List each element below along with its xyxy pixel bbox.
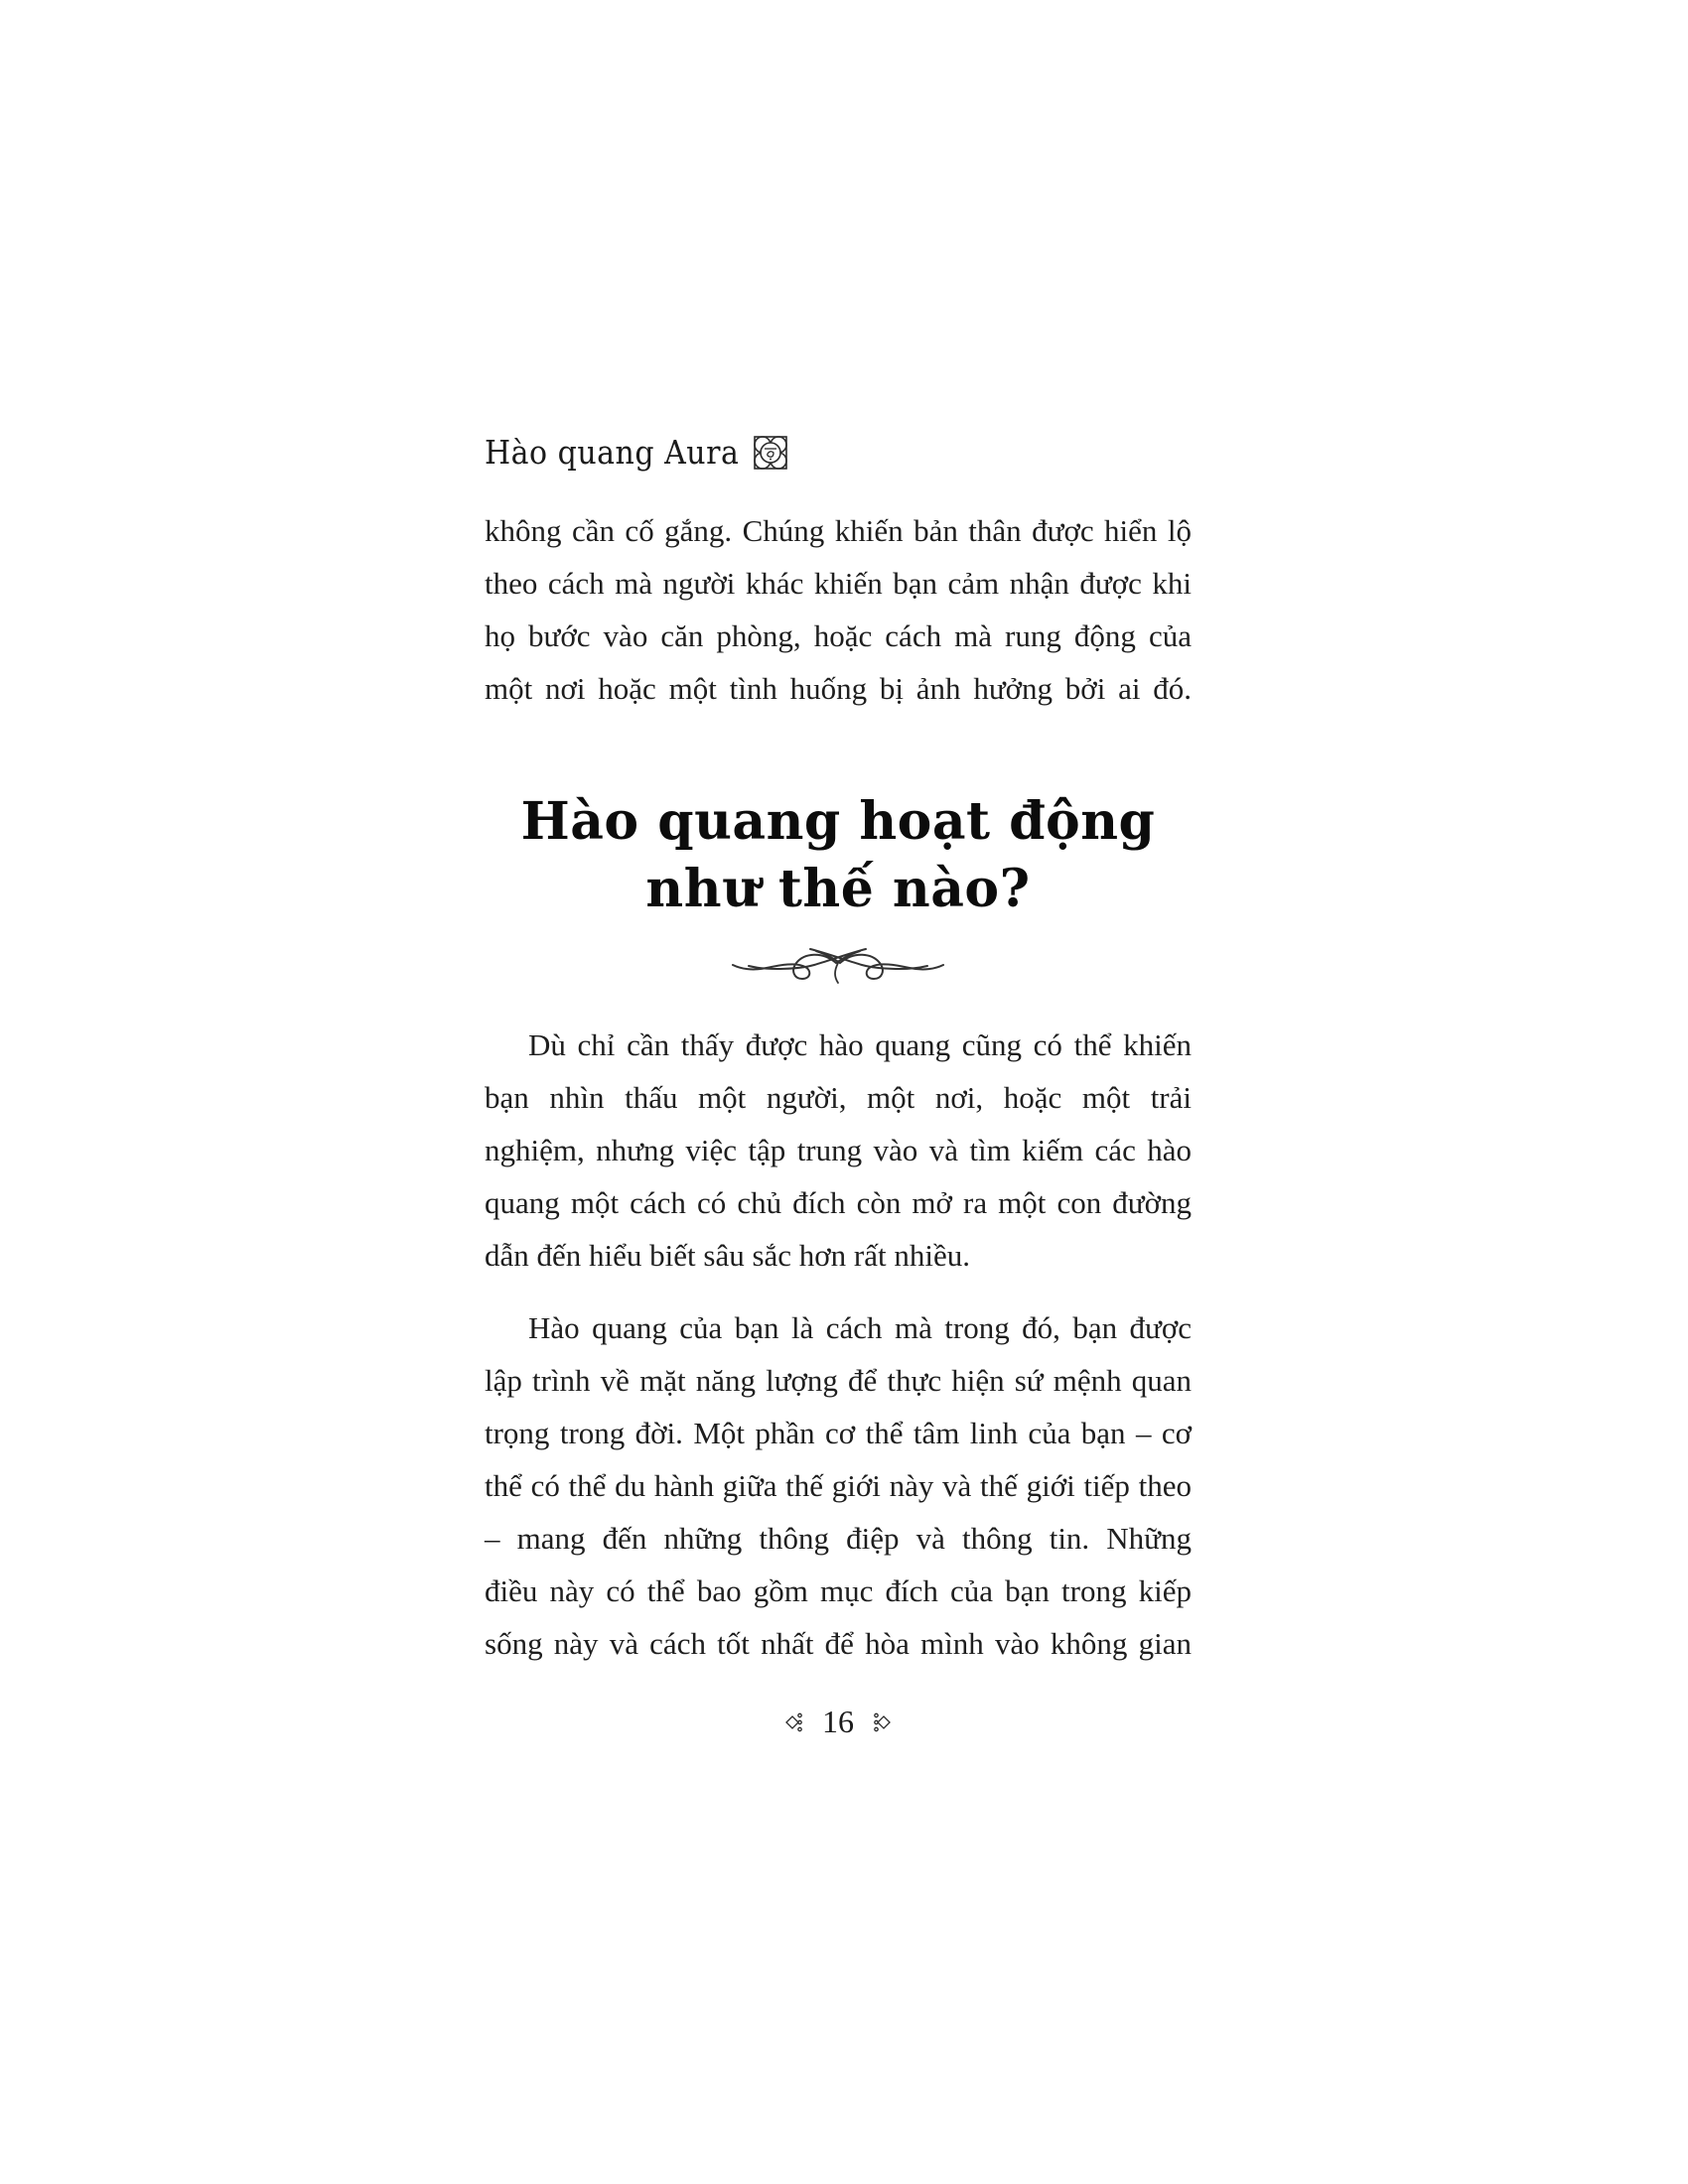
text-line: trọng trong đời. Một phần cơ thể tâm linh của bạn – cơ xyxy=(485,1416,1192,1450)
text-line: nghiệm, nhưng việc tập trung vào và tìm kiếm các hào xyxy=(485,1133,1192,1167)
page-footer xyxy=(485,1704,1192,1740)
text-line: – mang đến những thông điệp và thông tin. Những xyxy=(485,1521,1192,1556)
section-heading xyxy=(485,788,1192,923)
calligraphic-flourish-icon xyxy=(729,941,947,991)
section-heading-line1: Hào quang hoạt động xyxy=(520,791,1156,852)
running-header-title: Hào quang Aura xyxy=(485,434,740,472)
text-line: Hào quang của bạn là cách mà trong đó, bạn được xyxy=(528,1310,1192,1345)
text-line: bạn nhìn thấu một người, một nơi, hoặc một trải xyxy=(485,1080,1192,1115)
page-number: 16 xyxy=(822,1704,854,1739)
lotus-seal-icon xyxy=(753,433,788,473)
text-line: quang một cách có chủ đích còn mở ra một con đường xyxy=(485,1185,1192,1220)
text-line: một nơi hoặc một tình huống bị ảnh hưởng bởi ai đó. xyxy=(485,671,1192,706)
text-line: dẫn đến hiểu biết sâu sắc hơn rất nhiều. xyxy=(485,1238,970,1273)
running-header xyxy=(485,431,788,475)
text-line: lập trình về mặt năng lượng để thực hiện sứ mệnh quan xyxy=(485,1363,1192,1398)
text-line: điều này có thể bao gồm mục đích của bạn trong kiếp xyxy=(485,1573,1192,1608)
text-line: sống này và cách tốt nhất để hòa mình vào không gian xyxy=(485,1626,1192,1661)
text-line: Dù chỉ cần thấy được hào quang cũng có thể khiến xyxy=(528,1027,1192,1062)
section-heading-line2: như thế nào? xyxy=(645,859,1031,919)
diamond-dots-icon xyxy=(784,1709,802,1735)
paragraph-3 xyxy=(485,1301,1192,1670)
text-line: không cần cố gắng. Chúng khiến bản thân được hiển lộ xyxy=(485,513,1192,548)
diamond-dots-icon-mirrored xyxy=(874,1709,892,1735)
paragraph-1 xyxy=(485,504,1192,715)
paragraph-2 xyxy=(485,1019,1192,1282)
text-line: thể có thể du hành giữa thế giới này và thế giới tiếp theo xyxy=(485,1468,1192,1503)
text-line: theo cách mà người khác khiến bạn cảm nhận được khi xyxy=(485,566,1192,601)
text-line: họ bước vào căn phòng, hoặc cách mà rung động của xyxy=(485,618,1192,653)
